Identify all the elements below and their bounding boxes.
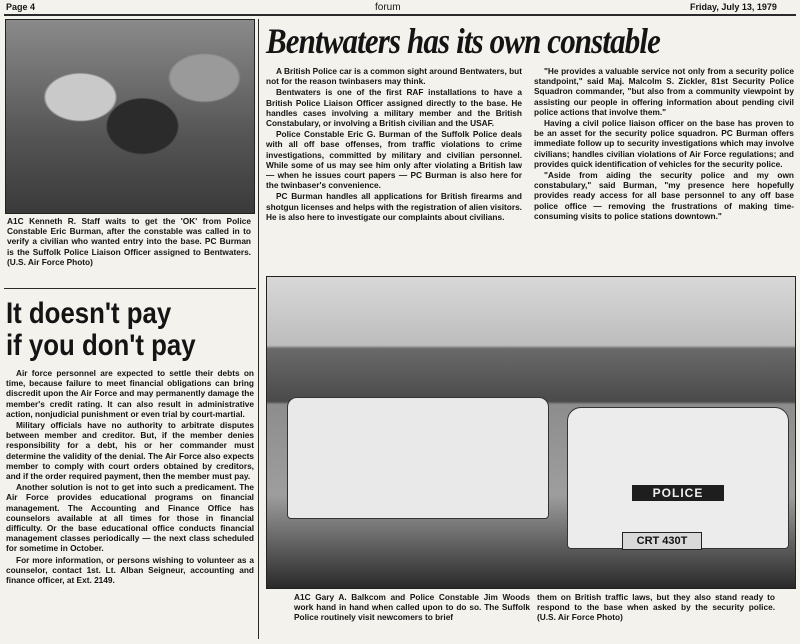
story1-paragraph: Having a civil police liaison officer on the base has proven to be an asset for the security police squadron. PC Burman offers immediate follow up to security investigations which may involve civilians; handles civilian violations of Air Force regulations; and provides quick identification of vehicles for the security police. xyxy=(534,118,794,169)
story2-body xyxy=(6,368,254,586)
photo1-caption: A1C Kenneth R. Staff waits to get the 'OK' from Police Constable Eric Burman, after the constable was called in to verify a civilian who wanted entry into the base. PC Burman is the Suffolk Police Liaison Officer assigned to Bentwaters. (U.S. Air Force Photo) xyxy=(7,216,251,267)
main-headline: Bentwaters has its own constable xyxy=(266,21,660,61)
story1-paragraph: PC Burman handles all applications for British firearms and shotgun licenses and helps with the registration of alien visitors. He is also here to investigate our complaints about civilians. xyxy=(266,191,522,222)
license-plate: CRT 430T xyxy=(622,532,702,550)
story1-column2 xyxy=(534,66,794,222)
story1-paragraph: Bentwaters is one of the first RAF installations to have a British Police Liaison Officer assigned directly to the base. He handles cases involving a military member and the British Constabulary, or involving a British civilian and the USAF. xyxy=(266,87,522,129)
story2-headline xyxy=(6,298,212,362)
story1-paragraph: "Aside from aiding the security police and my own constabulary," said Burman, "my presence here hopefully provides ready access for all base personnel to any off base police office — removing the frustrations of making time-consuming visits to police stations downtown." xyxy=(534,170,794,221)
story1-paragraph: A British Police car is a common sight around Bentwaters, but not for the reason twinbasers may think. xyxy=(266,66,522,87)
story2-paragraph: Air force personnel are expected to settle their debts on time, because failure to meet financial obligations can bring discredit upon the Air Force and may permanently damage the member's credit rating. It can also result in administrative action, nonjudicial punishment or even trial by court-martial. xyxy=(6,368,254,419)
issue-date: Friday, July 13, 1979 xyxy=(690,2,777,12)
story1-paragraph: "He provides a valuable service not only from a security police standpoint," said Maj. Malcolm S. Zickler, 81st Security Police Squadron commander, "but also from a community viewpoint by assisting our people in offering information about pending civil police actions that involve them." xyxy=(534,66,794,117)
column-divider xyxy=(258,19,259,639)
page-number: Page 4 xyxy=(6,2,36,12)
police-sign: POLICE xyxy=(632,485,724,501)
section-divider xyxy=(4,288,256,289)
top-rule xyxy=(4,14,796,16)
story1-column1 xyxy=(266,66,522,223)
photo2-caption-part2: them on British traffic laws, but they also stand ready to respond to the base when asked by the security police. (U.S. Air Force Photo) xyxy=(537,592,775,623)
story1-paragraph: Police Constable Eric G. Burman of the Suffolk Police deals with all off base offenses, from traffic violations to crime investigations, committed by military and civilian personnel. While some of us may see him only after violating a British law — when he issues court papers — PC Burman is also here for the twinbaser's convenience. xyxy=(266,129,522,191)
story2-headline-line1: It doesn't pay xyxy=(6,297,172,330)
story2-paragraph: Another solution is not to get into such a predicament. The Air Force provides educational programs on financial management. The Accounting and Finance Office has counselors available at all times for those in financial difficulty. Or the base educational office conducts financial management classes periodically — the next class scheduled for sometime in October. xyxy=(6,482,254,554)
photo2-caption-part1: A1C Gary A. Balkcom and Police Constable Jim Woods work hand in hand when called upon to do so. The Suffolk Police routinely visit newcomers to brief xyxy=(294,592,530,623)
photo-police-cars xyxy=(266,276,796,589)
story2-headline-line2: if you don't pay xyxy=(6,329,196,362)
story2-paragraph: For more information, or persons wishing to volunteer as a counselor, contact 1st. Lt. Alban Seigneur, accounting and finance officer, at Ext. 2149. xyxy=(6,554,254,586)
police-car-right xyxy=(567,407,789,549)
photo-constable-at-gate xyxy=(5,19,255,214)
police-car-left xyxy=(287,397,549,519)
story2-paragraph: Military officials have no authority to arbitrate disputes between member and creditor. But, if the member denies responsibility for a debt, his or her commander must determine the validity of the denial. The Air Force also expects member to comply with court orders obtained by creditors, and if the order required payment, then the member must pay. xyxy=(6,420,254,482)
newspaper-name: forum xyxy=(375,2,401,13)
